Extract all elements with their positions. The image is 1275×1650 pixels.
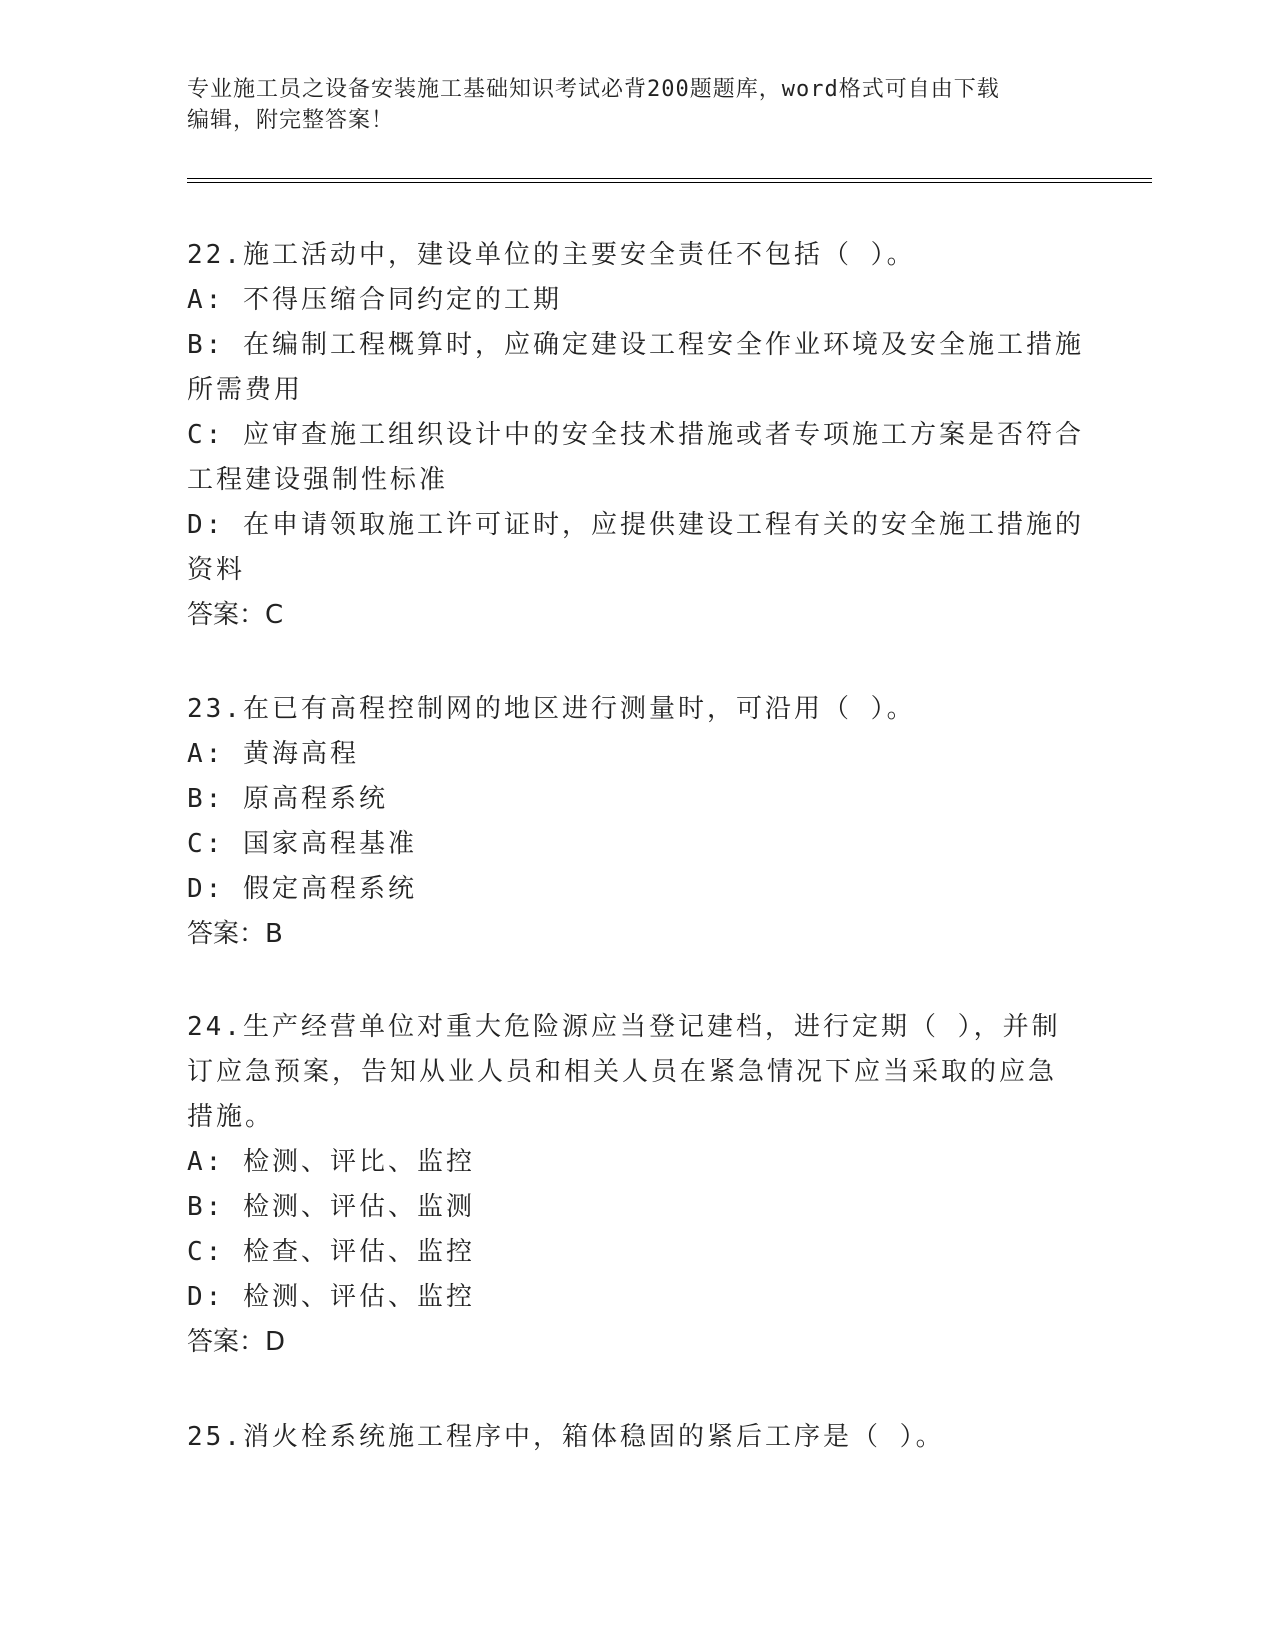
option-d-continued: 资料 <box>187 555 246 585</box>
header-divider-top <box>187 178 1152 179</box>
question-22 <box>187 233 1087 638</box>
question-stem: 24.生产经营单位对重大危险源应当登记建档，进行定期（ ），并制 <box>187 1012 1061 1042</box>
answer: 答案：D <box>187 1327 286 1357</box>
question-stem-continued: 订应急预案，告知从业人员和相关人员在紧急情况下应当采取的应急 <box>187 1057 1058 1087</box>
option-a: A: 黄海高程 <box>187 739 359 769</box>
option-d: D: 在申请领取施工许可证时，应提供建设工程有关的安全施工措施的 <box>187 510 1084 540</box>
option-b: B: 检测、评估、监测 <box>187 1192 475 1222</box>
option-a: A: 检测、评比、监控 <box>187 1147 475 1177</box>
header-divider-bottom <box>187 182 1152 183</box>
question-24 <box>187 1005 1087 1365</box>
question-stem: 22.施工活动中，建设单位的主要安全责任不包括（ ）。 <box>187 240 916 270</box>
option-b: B: 在编制工程概算时，应确定建设工程安全作业环境及安全施工措施 <box>187 330 1084 360</box>
question-stem-continued: 措施。 <box>187 1102 275 1132</box>
option-c: C: 检查、评估、监控 <box>187 1237 475 1267</box>
option-d: D: 假定高程系统 <box>187 874 417 904</box>
question-stem: 23.在已有高程控制网的地区进行测量时，可沿用（ ）。 <box>187 694 916 724</box>
header-line-2: 编辑，附完整答案！ <box>187 108 395 133</box>
option-c: C: 应审查施工组织设计中的安全技术措施或者专项施工方案是否符合 <box>187 420 1084 450</box>
option-b: B: 原高程系统 <box>187 784 388 814</box>
option-a: A: 不得压缩合同约定的工期 <box>187 285 562 315</box>
option-d: D: 检测、评估、监控 <box>187 1282 475 1312</box>
answer: 答案：C <box>187 600 284 630</box>
question-23 <box>187 687 1087 957</box>
answer: 答案：B <box>187 919 283 949</box>
option-c-continued: 工程建设强制性标准 <box>187 465 449 495</box>
option-c: C: 国家高程基准 <box>187 829 417 859</box>
option-b-continued: 所需费用 <box>187 375 304 405</box>
question-25 <box>187 1415 1087 1460</box>
header-line-1: 专业施工员之设备安装施工基础知识考试必背200题题库，word格式可自由下载 <box>187 77 1000 102</box>
document-header <box>187 74 1067 136</box>
question-stem: 25.消火栓系统施工程序中，箱体稳固的紧后工序是（ ）。 <box>187 1422 945 1452</box>
